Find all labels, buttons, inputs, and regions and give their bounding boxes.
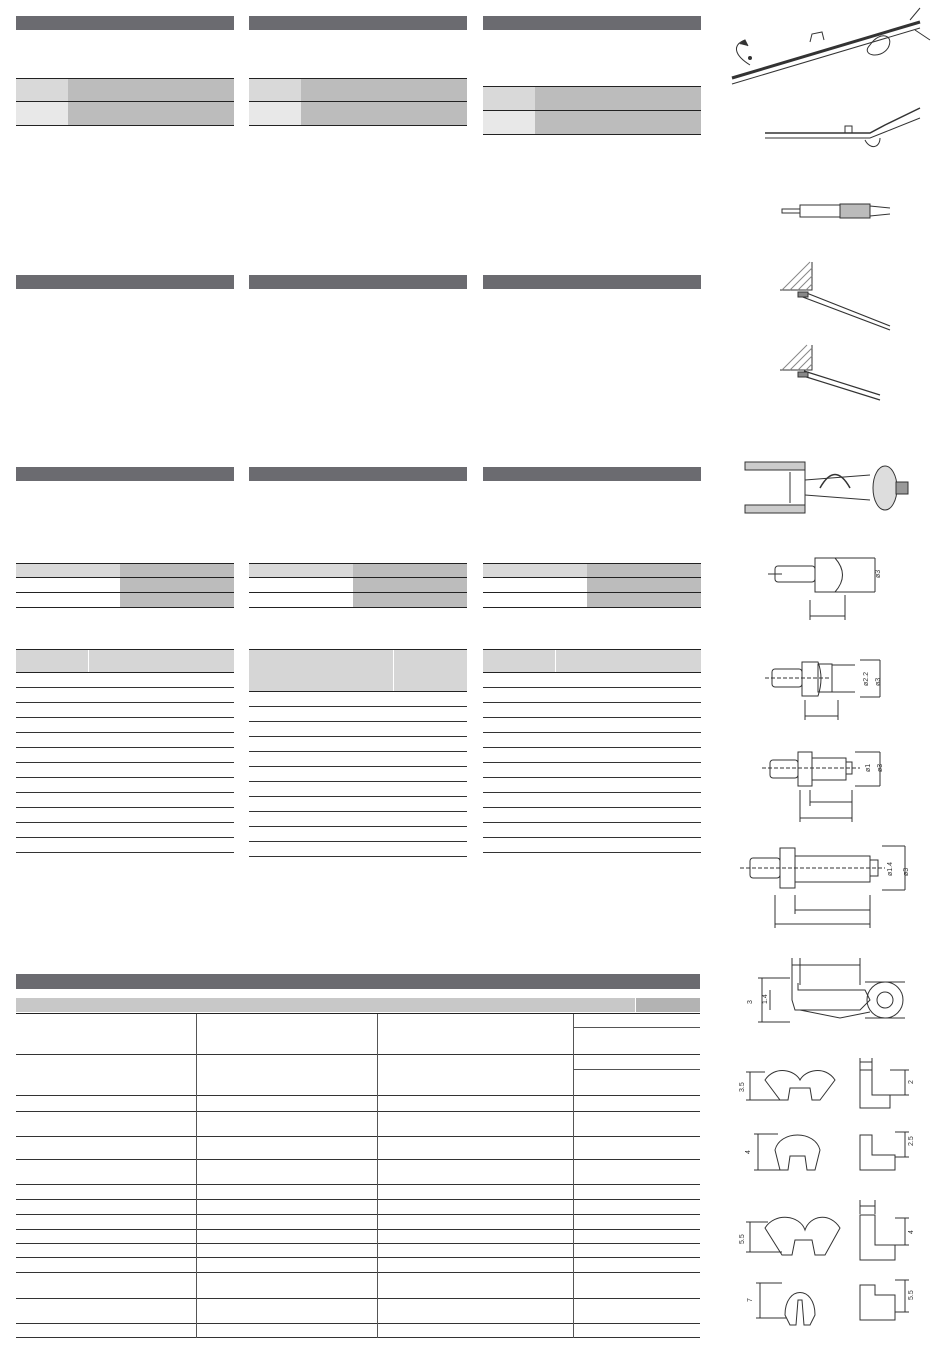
dim-label-profile-2: 2 [908,1080,915,1084]
list-table-3 [483,649,701,853]
section-header-7 [16,467,234,481]
profile-drawing-2 [745,1132,915,1170]
dim-label-d3c: ø3 [877,763,884,772]
spec-table-3 [483,86,701,135]
dim-label-d3b: ø3 [875,677,882,686]
spec-table-8 [249,563,467,608]
tool-drawing-1 [732,8,930,84]
section-header-2 [249,16,467,30]
spec-table-1 [16,78,234,126]
dim-label-d14: ø1.4 [887,861,894,876]
list-table-2 [249,649,467,857]
dim-label-clip-3: 3 [747,1000,754,1004]
tool-drawing-2 [765,108,920,147]
technical-drawings-column [720,0,950,1343]
dim-label-clip-14: 1.4 [762,994,769,1004]
section-header-1 [16,16,234,30]
dim-label-profile-7: 7 [747,1298,754,1302]
wide-section-header [16,974,700,989]
profile-drawing-4 [747,1280,915,1325]
section-header-3 [483,16,701,30]
screwdriver-drawing [782,204,890,218]
dim-label-profile-55b: 5.5 [908,1290,915,1300]
section-header-9 [483,467,701,481]
section-header-4 [16,275,234,289]
section-header-6 [483,275,701,289]
dim-label-d3: ø3 [875,569,882,578]
dim-label-profile-55: 5.5 [739,1234,746,1244]
dim-label-profile-25: 2.5 [908,1136,915,1146]
dim-label-d3d: ø3 [903,867,910,876]
dim-label-profile-35: 3.5 [739,1082,746,1092]
spec-table-2 [249,78,467,126]
screw-drawing-4 [740,846,910,928]
list-table-1 [16,649,234,853]
wide-table [16,1013,700,1338]
dim-label-profile-4: 4 [745,1150,752,1154]
section-header-8 [249,467,467,481]
wall-insertion-drawing-1 [780,262,890,330]
wide-table-subheader [16,998,700,1012]
hole-insertion-drawing [745,462,908,513]
wall-insertion-drawing-2 [780,345,880,400]
clip-drawing [747,958,905,1022]
dim-label-profile-4b: 4 [908,1230,915,1234]
profile-drawing-3 [739,1200,915,1260]
screw-drawing-1 [768,558,882,620]
dim-label-d22: ø2.2 [863,671,870,686]
spec-table-7 [16,563,234,608]
section-header-5 [249,275,467,289]
profile-drawing-1 [739,1058,915,1108]
screw-drawing-2 [765,660,882,720]
screw-drawing-3 [762,752,884,822]
dim-label-d1: ø1 [865,763,872,772]
spec-table-9 [483,563,701,608]
